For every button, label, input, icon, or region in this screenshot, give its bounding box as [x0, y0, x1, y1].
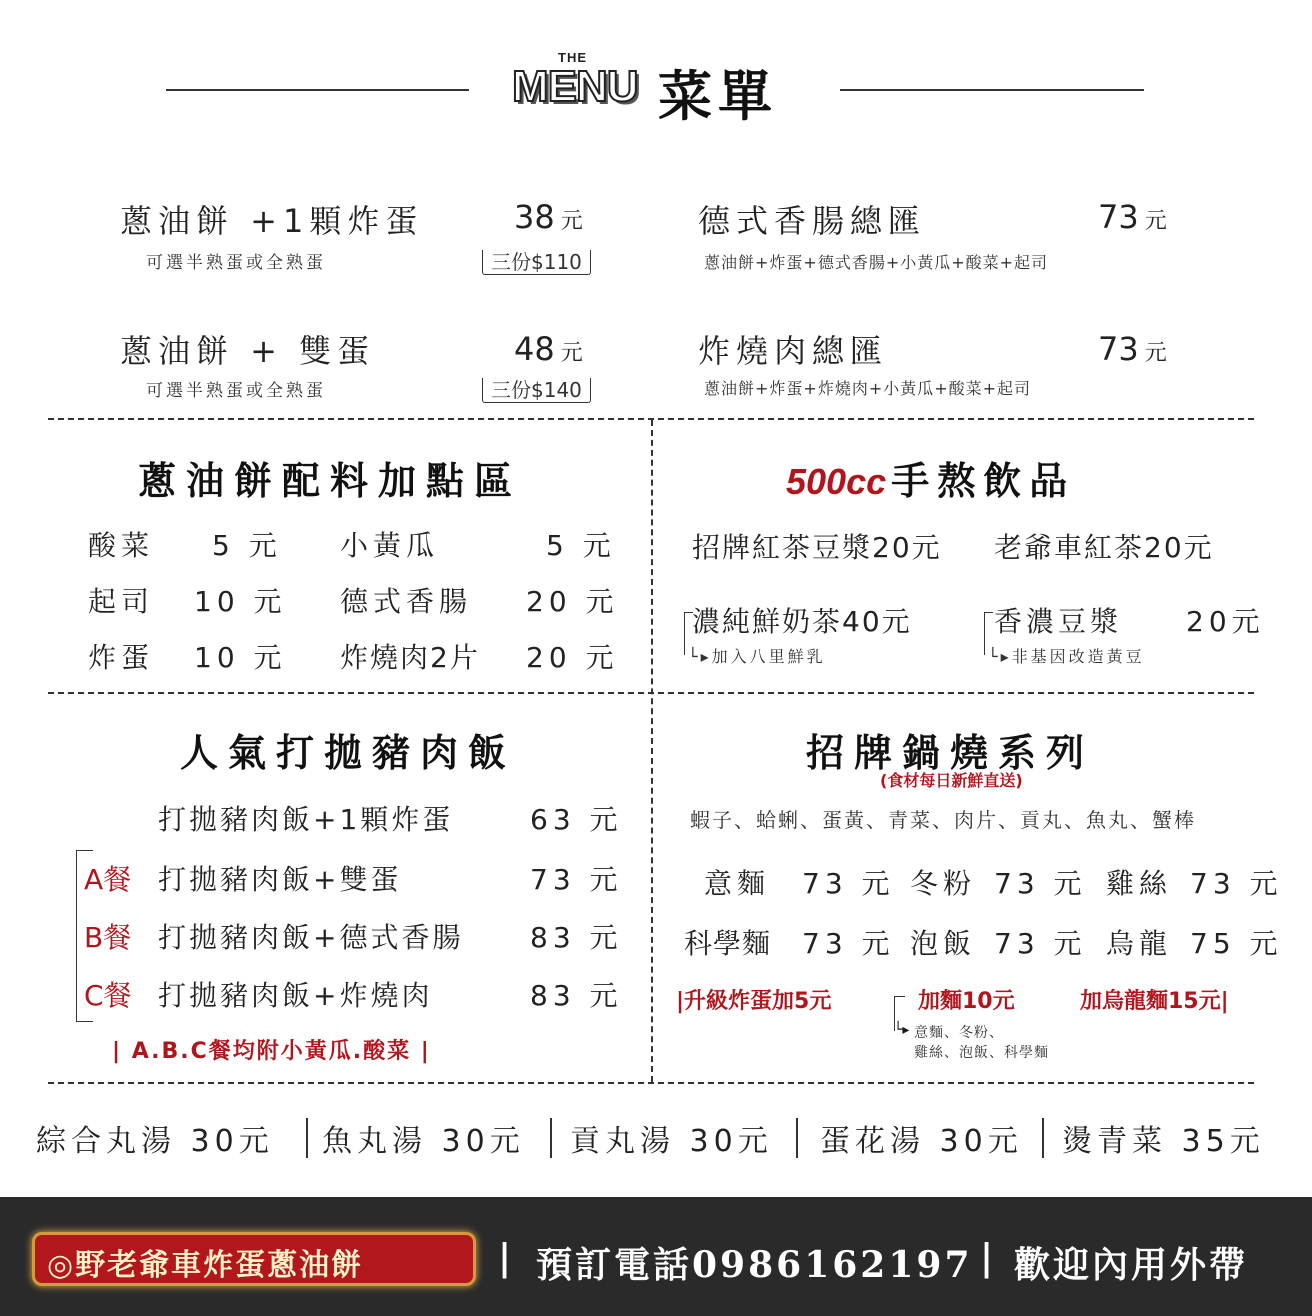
item-price: 38 元 — [514, 198, 583, 236]
hotpot-price: 75 元 — [1190, 927, 1283, 960]
rice-item: 打拋豬肉飯+炸燒肉 — [158, 979, 433, 1012]
item-price: 73 元 — [1098, 330, 1167, 368]
hotpot-price: 73 元 — [1190, 867, 1283, 900]
header-rule-left — [166, 89, 469, 91]
topping-name: 炸蛋 — [88, 641, 155, 674]
item-note: 可選半熟蛋或全熟蛋 — [146, 381, 326, 401]
upgrade-egg: |升級炸蛋加5元 — [676, 989, 832, 1014]
hotpot-price: 73 元 — [994, 867, 1087, 900]
soup-item: 貢丸湯 30元 — [570, 1124, 773, 1159]
upgrade-udon: 加烏龍麵15元| — [1080, 989, 1229, 1014]
noodle-options-2: 雞絲、泡飯、科學麵 — [914, 1045, 1049, 1061]
drink-name: 老爺車紅茶20元 — [994, 531, 1214, 564]
logo-menu: MENU — [512, 62, 638, 111]
bundle-price: 三份$140 — [482, 378, 591, 403]
rice-price: 83 元 — [530, 921, 623, 954]
hotpot-price: 73 元 — [802, 927, 895, 960]
item-note: 蔥油餅+炸蛋+炸燒肉+小黃瓜+酸菜+起司 — [704, 379, 1032, 398]
topping-price: 5 元 — [212, 529, 282, 562]
hotpot-price: 73 元 — [994, 927, 1087, 960]
item-note: 蔥油餅+炸蛋+德式香腸+小黃瓜+酸菜+起司 — [704, 253, 1049, 272]
noodle-options-1: 意麵、冬粉、 — [914, 1025, 1004, 1041]
hotpot-price: 73 元 — [802, 867, 895, 900]
soup-item: 蛋花湯 30元 — [820, 1124, 1023, 1159]
page-title: 菜單 — [658, 64, 778, 128]
drinks-name: 手熬飲品 — [891, 458, 1076, 503]
drink-note: └▸加入八里鮮乳 — [688, 647, 826, 666]
topping-name: 小黃瓜 — [340, 529, 440, 562]
set-label: B餐 — [84, 921, 132, 954]
footer-separator: | — [498, 1237, 515, 1279]
rice-price: 63 元 — [530, 803, 623, 836]
order-phone: 預訂電話0986162197 — [536, 1244, 973, 1286]
hotpot-name: 冬粉 — [910, 867, 977, 900]
rice-item: 打拋豬肉飯+1顆炸蛋 — [158, 803, 454, 836]
hotpot-name: 泡飯 — [910, 927, 977, 960]
hotpot-name: 烏龍 — [1106, 927, 1173, 960]
soup-item: 綜合丸湯 30元 — [36, 1124, 274, 1159]
drinks-volume: 500cc — [786, 461, 887, 502]
header-rule-right — [840, 89, 1144, 91]
drink-name: 招牌紅茶豆漿20元 — [692, 531, 942, 564]
set-label: A餐 — [84, 863, 132, 896]
soup-item: 燙青菜 35元 — [1062, 1124, 1265, 1159]
topping-price: 20 元 — [526, 585, 619, 618]
upgrade-noodle: 加麵10元 — [918, 989, 1015, 1014]
topping-price: 10 元 — [194, 585, 287, 618]
rice-price: 73 元 — [530, 863, 623, 896]
footer-bar — [0, 1197, 1312, 1316]
item-name: 蔥油餅 + 雙蛋 — [120, 332, 376, 370]
footer-separator: | — [980, 1237, 997, 1279]
bundle-price: 三份$110 — [482, 250, 591, 275]
item-note: 可選半熟蛋或全熟蛋 — [146, 253, 326, 273]
rice-item: 打拋豬肉飯+雙蛋 — [158, 863, 402, 896]
item-price: 48 元 — [514, 330, 583, 368]
brand-badge — [32, 1232, 476, 1286]
hotpot-name: 科學麵 — [684, 927, 772, 960]
brand-name: ◎野老爺車炸蛋蔥油餅 — [47, 1248, 364, 1283]
topping-price: 10 元 — [194, 641, 287, 674]
rice-item: 打拋豬肉飯+德式香腸 — [158, 921, 464, 954]
drink-name: 香濃豆漿 — [994, 605, 1123, 638]
topping-name: 德式香腸 — [340, 585, 473, 618]
rice-title: 人氣打拋豬肉飯 — [180, 730, 517, 775]
noodle-arrow: └▸ — [894, 1022, 910, 1038]
topping-name: 酸菜 — [88, 529, 155, 562]
divider — [651, 420, 653, 1082]
logo-the: THE — [558, 50, 587, 65]
drinks-title — [786, 450, 1075, 505]
hotpot-ingredients: 蝦子、蛤蜊、蛋黃、青菜、肉片、貢丸、魚丸、蟹棒 — [690, 808, 1196, 832]
soup-item: 魚丸湯 30元 — [322, 1124, 525, 1159]
item-name: 蔥油餅 +1顆炸蛋 — [120, 202, 424, 240]
divider — [48, 1082, 1254, 1084]
topping-price: 20 元 — [526, 641, 619, 674]
hotpot-name: 意麵 — [704, 867, 771, 900]
hotpot-subtitle: (食材每日新鮮直送) — [880, 771, 1023, 790]
item-name: 德式香腸總匯 — [698, 202, 927, 240]
topping-name: 炸燒肉2片 — [340, 641, 480, 674]
drink-name: 濃純鮮奶茶40元 — [692, 605, 912, 638]
divider — [306, 1118, 308, 1158]
menu-logo — [512, 50, 638, 124]
dine-takeout: 歡迎內用外帶 — [1014, 1244, 1249, 1286]
divider — [796, 1118, 798, 1158]
rice-note: | A.B.C餐均附小黃瓜.酸菜 | — [112, 1039, 431, 1064]
hotpot-name: 雞絲 — [1106, 867, 1173, 900]
divider — [1042, 1118, 1044, 1158]
divider — [550, 1118, 552, 1158]
rice-price: 83 元 — [530, 979, 623, 1012]
hotpot-title: 招牌鍋燒系列 — [806, 730, 1095, 775]
item-price: 73 元 — [1098, 198, 1167, 236]
drink-note: └▸非基因改造黃豆 — [988, 647, 1145, 666]
item-name: 炸燒肉總匯 — [698, 332, 889, 370]
toppings-title: 蔥油餅配料加點區 — [138, 458, 523, 503]
topping-price: 5 元 — [546, 529, 616, 562]
set-label: C餐 — [84, 979, 132, 1012]
topping-name: 起司 — [88, 585, 155, 618]
drink-price: 20元 — [1186, 605, 1265, 638]
